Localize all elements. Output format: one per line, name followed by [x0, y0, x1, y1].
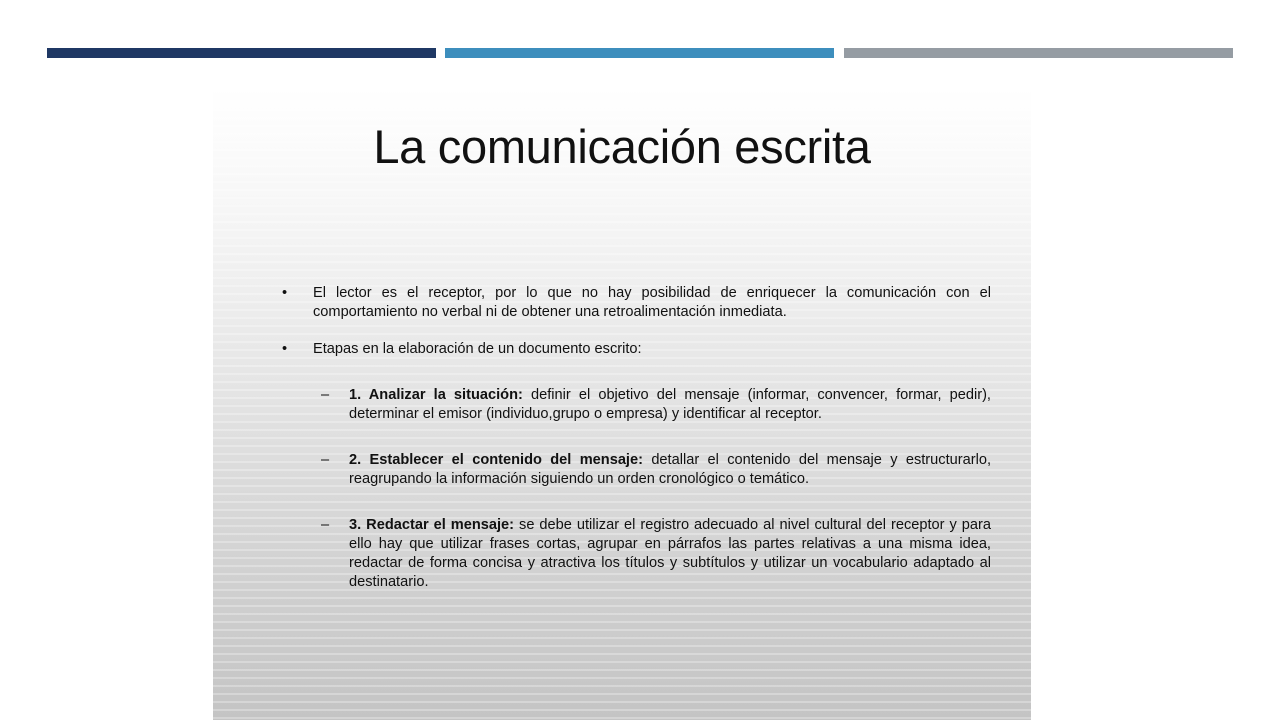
slide-content	[281, 284, 991, 619]
step-item	[317, 516, 991, 592]
step-item	[317, 386, 991, 424]
slide-title: La comunicación escrita	[373, 120, 871, 173]
embedded-slide-image	[213, 87, 1031, 720]
step-heading: 2. Establecer el contenido del mensaje:	[349, 452, 643, 468]
bullet-text: El lector es el receptor, por lo que no hay posibilidad de enriquecer la comunicación con el comportamiento no verbal ni de obtener una retroalimentación inmediata.	[313, 285, 991, 320]
bullet-item	[281, 284, 991, 322]
step-text: detallar el contenido del mensaje y estructurarlo, reagrupando la información siguiendo un orden cronológico o temático.	[349, 452, 991, 487]
top-accent-bar-gray	[844, 48, 1233, 58]
step-text: se debe utilizar el registro adecuado al nivel cultural del receptor y para ello hay que utilizar frases cortas, agrupar en párrafos las partes relativas a una misma idea, redactar de forma concisa y atractiva los títulos y subtítulos y utilizar un vocabulario adaptado al destinatario.	[349, 517, 992, 590]
bullet-marker: •	[282, 341, 288, 357]
step-text: definir el objetivo del mensaje (informar, convencer, formar, pedir), determinar el emisor (individuo,grupo o empresa) y identificar al receptor.	[349, 387, 991, 422]
step-heading: 1. Analizar la situación:	[349, 387, 523, 403]
step-marker: –	[321, 517, 330, 533]
top-accent-bar-blue	[445, 48, 834, 58]
bullet-text: Etapas en la elaboración de un documento escrito:	[313, 341, 642, 357]
bullet-marker: •	[282, 285, 288, 301]
top-accent-bar-navy	[47, 48, 436, 58]
step-marker: –	[321, 452, 330, 468]
step-item	[317, 451, 991, 489]
step-heading: 3. Redactar el mensaje:	[349, 517, 515, 533]
step-marker: –	[321, 387, 330, 403]
bullet-item	[281, 340, 991, 359]
